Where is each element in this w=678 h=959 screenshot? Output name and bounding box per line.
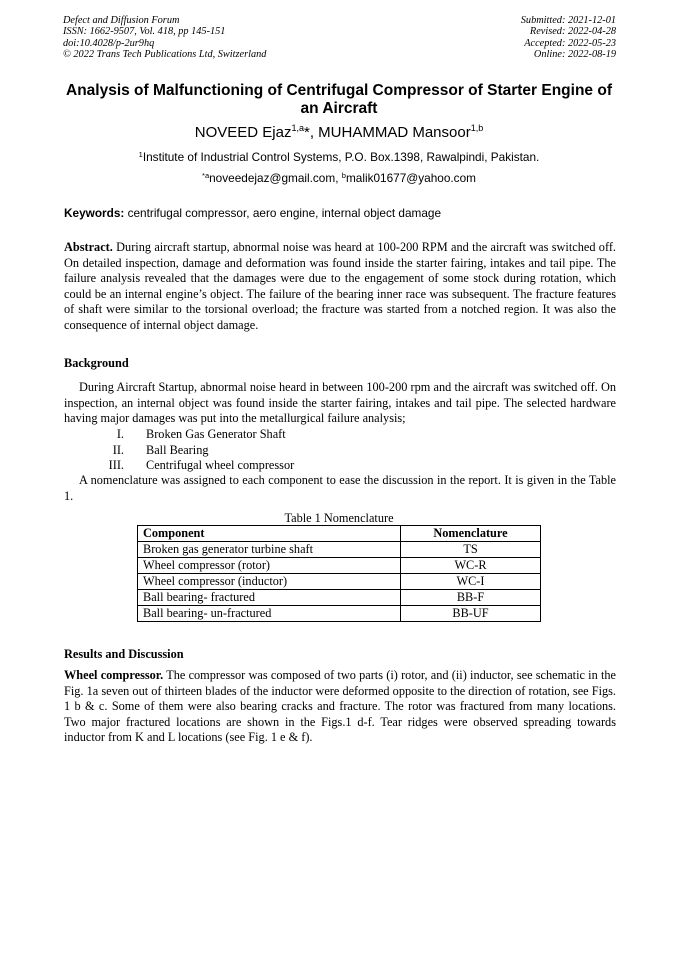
date-accepted: Accepted: 2022-05-23: [524, 37, 616, 49]
journal-info: [63, 15, 266, 60]
email-1[interactable]: noveedejaz@gmail.com: [209, 171, 336, 185]
list-item-number: III.: [108, 458, 124, 473]
author-line: [60, 124, 618, 142]
keywords-text: centrifugal compressor, aero engine, internal object damage: [124, 206, 442, 220]
nomenclature-paragraph: A nomenclature was assigned to each component to ease the discussion in the report. It is given in the Table 1.: [64, 473, 616, 503]
nomenclature-table: [137, 525, 541, 622]
affiliation: [60, 150, 618, 164]
author-2: MUHAMMAD Mansoor: [318, 124, 471, 141]
journal-name: Defect and Diffusion Forum: [63, 15, 180, 26]
table-cell-nomenclature: BB-F: [401, 590, 541, 606]
email-2-mark: b: [341, 171, 346, 180]
background-paragraph: During Aircraft Startup, abnormal noise heard in between 100-200 rpm and the aircraft was switched off. On inspection, an internal object was found inside the starter fairing, intakes and tail pipe. The selected hardware having major damages was put into the metallurgical failure analysis;: [64, 380, 616, 426]
list-item-text: Centrifugal wheel compressor: [146, 458, 295, 473]
date-online: Online: 2022-08-19: [533, 48, 616, 60]
hardware-list: [64, 427, 616, 474]
email-2[interactable]: malik01677@yahoo.com: [345, 171, 476, 185]
table-row: [138, 558, 541, 574]
wheel-compressor-label: Wheel compressor.: [64, 668, 164, 682]
table-cell-component: Broken gas generator turbine shaft: [138, 542, 401, 558]
list-item: [64, 458, 616, 474]
date-revised: Revised: 2022-04-28: [529, 26, 616, 38]
email-separator: ,: [335, 171, 342, 185]
table-cell-nomenclature: TS: [401, 542, 541, 558]
publication-dates: [521, 15, 616, 60]
author-emails: [60, 171, 618, 185]
wheel-compressor-text: The compressor was composed of two parts (i) rotor, and (ii) inductor, see schematic in the Fig. 1a seven out of thirteen blades of the inductor were deformed opposite to the direction of rotation, see Figs. 1 b & c. Some of them were also bearing cracks and fracture. The rotor was fractured from many locations. Two major fractured locations are shown in the Figs.1 d-f. Tear ridges were observed spreading towards inductor from K and L locations (see Fig. 1 e & f).: [64, 668, 616, 745]
table-cell-component: Ball bearing- un-fractured: [138, 606, 401, 622]
column-header-component: Component: [138, 526, 401, 542]
table-cell-component: Wheel compressor (rotor): [138, 558, 401, 574]
table-cell-component: Wheel compressor (inductor): [138, 574, 401, 590]
table-header-row: [138, 526, 541, 542]
paper-title: Analysis of Malfunctioning of Centrifugal Compressor of Starter Engine of an Aircraft: [66, 82, 612, 117]
affiliation-number: 1: [138, 150, 143, 159]
table-cell-component: Ball bearing- fractured: [138, 590, 401, 606]
journal-copyright: © 2022 Trans Tech Publications Ltd, Switzerland: [63, 48, 267, 60]
background-heading: Background: [64, 356, 129, 370]
author-2-affil: 1,b: [470, 123, 484, 133]
list-item: [64, 427, 616, 443]
table-cell-nomenclature: BB-UF: [401, 606, 541, 622]
journal-doi[interactable]: doi:10.4028/p-2ur9hq: [63, 37, 155, 49]
list-item: [64, 443, 616, 459]
wheel-compressor-paragraph: [64, 668, 616, 746]
table-row: [138, 606, 541, 622]
author-separator: ,: [309, 124, 319, 141]
author-1: NOVEED Ejaz: [194, 124, 292, 141]
table-cell-nomenclature: WC-R: [401, 558, 541, 574]
keywords-label: Keywords:: [64, 206, 125, 220]
column-header-nomenclature: Nomenclature: [401, 526, 541, 542]
table-row: [138, 574, 541, 590]
table-caption: Table 1 Nomenclature: [284, 511, 394, 525]
table-row: [138, 590, 541, 606]
journal-issn: ISSN: 1662-9507, Vol. 418, pp 145-151: [63, 26, 226, 38]
affiliation-text: Institute of Industrial Control Systems, P.O. Box.1398, Rawalpindi, Pakistan.: [142, 150, 540, 164]
author-1-affil: 1,a: [291, 123, 304, 133]
list-item-number: I.: [116, 427, 124, 441]
table-cell-nomenclature: WC-I: [401, 574, 541, 590]
results-heading: Results and Discussion: [64, 647, 184, 661]
keywords: [64, 206, 616, 220]
abstract: [64, 240, 616, 334]
table-row: [138, 542, 541, 558]
list-item-text: Broken Gas Generator Shaft: [146, 427, 286, 441]
abstract-text: During aircraft startup, abnormal noise was heard at 100-200 RPM and the aircraft was switched off. On detailed inspection, damage and deformation was found inside the starter fairing, intakes and tail pipe. The failure analysis revealed that the damages were due to the engagement of some stock during rotation, which could be an internal engine’s object. The failure of the bearing inner race was subsequent. The fracture features of shaft were similar to the torsional overload; the fracture was started from a notched region. It was also the consequence of internal object damage.: [64, 240, 616, 332]
list-item-text: Ball Bearing: [146, 442, 209, 457]
list-item-number: II.: [112, 442, 124, 457]
date-submitted: Submitted: 2021-12-01: [520, 15, 616, 26]
email-1-mark: *a: [202, 171, 210, 180]
abstract-label: Abstract.: [64, 240, 113, 254]
corresponding-mark: *: [303, 124, 310, 141]
